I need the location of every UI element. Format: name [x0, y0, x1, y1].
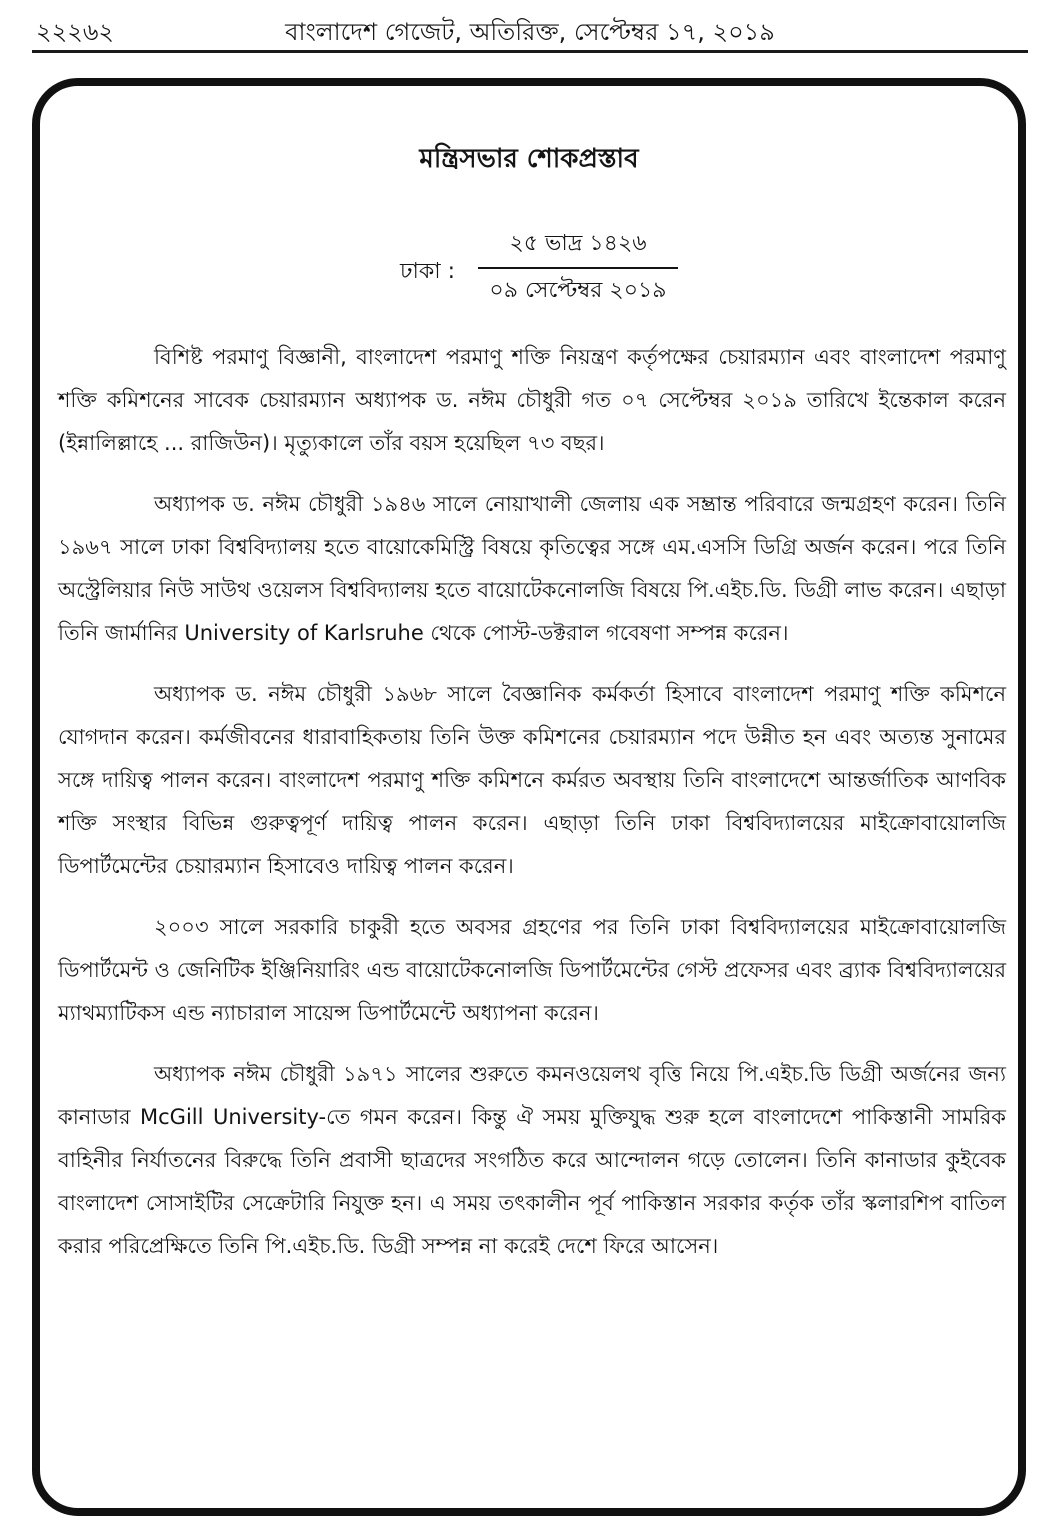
- notice-frame: [32, 78, 1026, 1516]
- date-gregorian: ০৯ সেপ্টেম্বর ২০১৯: [489, 278, 667, 303]
- dateline-dates: [478, 226, 678, 310]
- dateline: [400, 226, 700, 306]
- notice-title: মন্ত্রিসভার শোকপ্রস্তাব: [419, 144, 639, 174]
- paragraph-5: অধ্যাপক নঈম চৌধুরী ১৯৭১ সালের শুরুতে কমনওয়েলথ বৃত্তি নিয়ে পি.এইচ.ডি ডিগ্রী অর্জনের জন্য কানাডার McGill University-তে গমন করেন। কিন্তু ঐ সময় মুক্তিযুদ্ধ শুরু হলে বাংলাদেশে পাকিস্তানী সামরিক বাহিনীর নির্যাতনের বিরুদ্ধে তিনি প্রবাসী ছাত্রদের সংগঠিত করে আন্দোলন গড়ে তোলেন। তিনি কানাডার কুইবেক বাংলাদেশ সোসাইটির সেক্রেটারি নিযুক্ত হন। এ সময় তৎকালীন পূর্ব পাকিস্তান সরকার কর্তৃক তাঁর স্কলারশিপ বাতিল করার পরিপ্রেক্ষিতে তিনি পি.এইচ.ডি. ডিগ্রী সম্পন্ন না করেই দেশে ফিরে আসেন।: [58, 1062, 1006, 1258]
- page-number: ২২২৬২: [36, 18, 115, 46]
- notice-body: [58, 336, 1006, 1286]
- paragraph-4: ২০০৩ সালে সরকারি চাকুরী হতে অবসর গ্রহণের পর তিনি ঢাকা বিশ্ববিদ্যালয়ের মাইক্রোবায়োলজি ডিপার্টমেন্ট ও জেনিটিক ইঞ্জিনিয়ারিং এন্ড বায়োটেকনোলজি ডিপার্টমেন্টের গেস্ট প্রফেসর এবং ব্র্যাক বিশ্ববিদ্যালয়ের ম্যাথম্যাটিকস এন্ড ন্যাচারাল সায়েন্স ডিপার্টমেন্টে অধ্যাপনা করেন।: [58, 915, 1006, 1025]
- date-bangla: ২৫ ভাদ্র ১৪২৬: [478, 226, 678, 269]
- paragraph-3: অধ্যাপক ড. নঈম চৌধুরী ১৯৬৮ সালে বৈজ্ঞানিক কর্মকর্তা হিসাবে বাংলাদেশ পরমাণু শক্তি কমিশনে যোগদান করেন। কর্মজীবনের ধারাবাহিকতায় তিনি উক্ত কমিশনের চেয়ারম্যান পদে উন্নীত হন এবং অত্যন্ত সুনামের সঙ্গে দায়িত্ব পালন করেন। বাংলাদেশ পরমাণু শক্তি কমিশনে কর্মরত অবস্থায় তিনি বাংলাদেশে আন্তর্জাতিক আণবিক শক্তি সংস্থার বিভিন্ন গুরুত্বপূর্ণ দায়িত্ব পালন করেন। এছাড়া তিনি ঢাকা বিশ্ববিদ্যালয়ের মাইক্রোবায়োলজি ডিপার্টমেন্টের চেয়ারম্যান হিসাবেও দায়িত্ব পালন করেন।: [58, 682, 1006, 878]
- dateline-place: ঢাকা :: [400, 259, 456, 284]
- gazette-header: [32, 6, 1028, 53]
- paragraph-1: বিশিষ্ট পরমাণু বিজ্ঞানী, বাংলাদেশ পরমাণু শক্তি নিয়ন্ত্রণ কর্তৃপক্ষের চেয়ারম্যান এবং বাংলাদেশ পরমাণু শক্তি কমিশনের সাবেক চেয়ারম্যান অধ্যাপক ড. নঈম চৌধুরী গত ০৭ সেপ্টেম্বর ২০১৯ তারিখে ইন্তেকাল করেন (ইন্নালিল্লাহে ... রাজিউন)। মৃত্যুকালে তাঁর বয়স হয়েছিল ৭৩ বছর।: [58, 345, 1006, 455]
- paragraph-2: অধ্যাপক ড. নঈম চৌধুরী ১৯৪৬ সালে নোয়াখালী জেলায় এক সম্ভ্রান্ত পরিবারে জন্মগ্রহণ করেন। তিনি ১৯৬৭ সালে ঢাকা বিশ্ববিদ্যালয় হতে বায়োকেমিস্ট্রি বিষয়ে কৃতিত্বের সঙ্গে এম.এসসি ডিগ্রি অর্জন করেন। পরে তিনি অস্ট্রেলিয়ার নিউ সাউথ ওয়েলস বিশ্ববিদ্যালয় হতে বায়োটেকনোলজি বিষয়ে পি.এইচ.ডি. ডিগ্রী লাভ করেন। এছাড়া তিনি জার্মানির University of Karlsruhe থেকে পোস্ট-ডক্টরাল গবেষণা সম্পন্ন করেন।: [58, 492, 1006, 645]
- running-head: বাংলাদেশ গেজেট, অতিরিক্ত, সেপ্টেম্বর ১৭, ২০১৯: [285, 18, 775, 46]
